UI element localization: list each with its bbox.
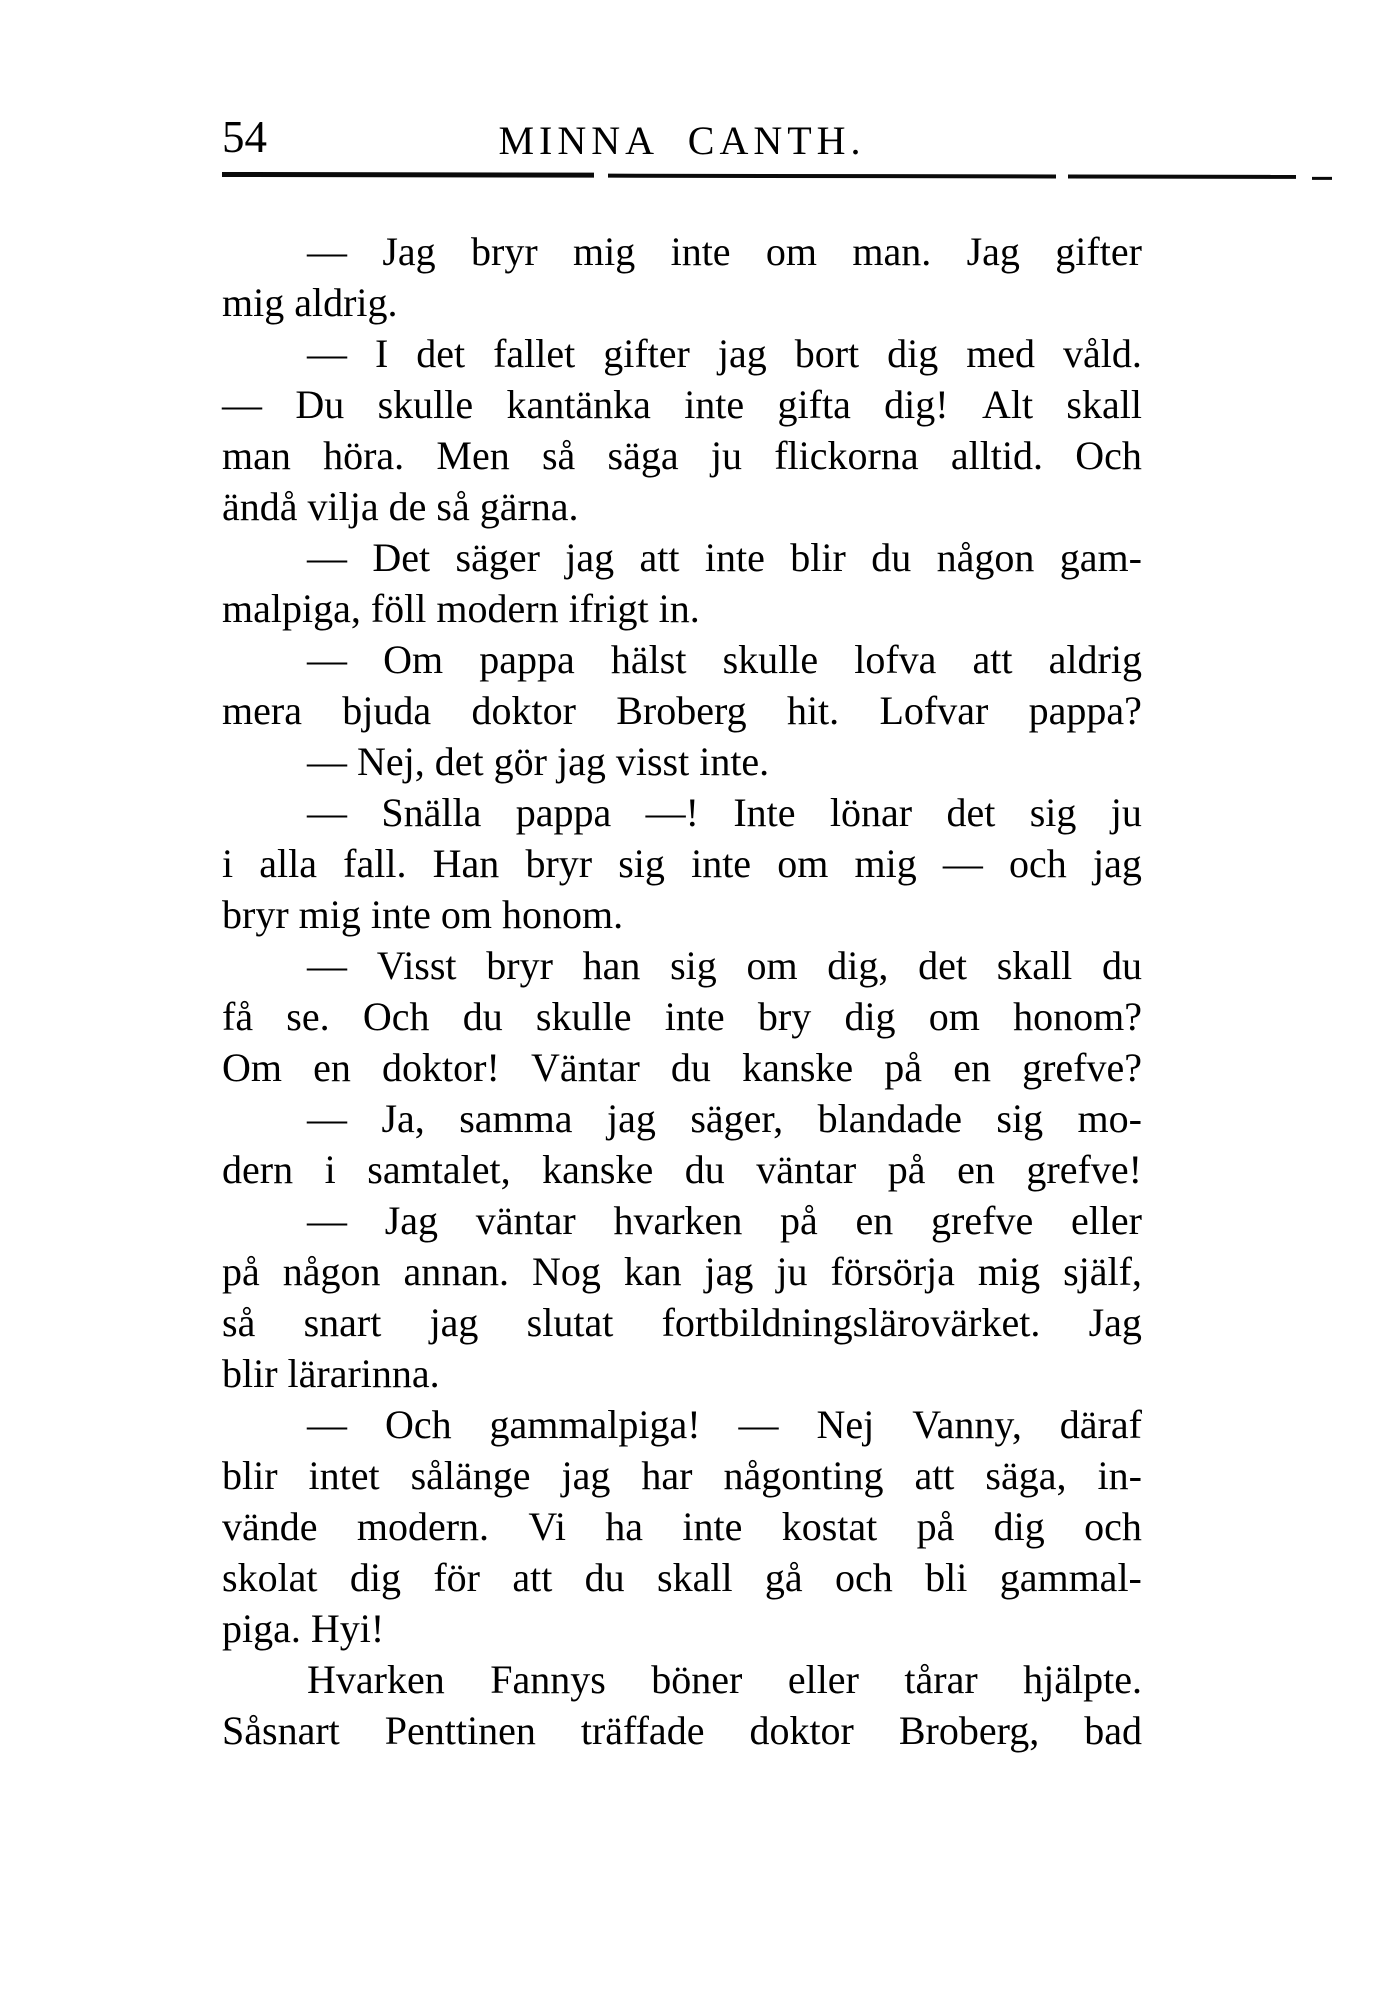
word: hit. (786, 688, 840, 733)
word: modern. (356, 1504, 490, 1549)
word: doktor! (382, 1045, 500, 1090)
word: en (957, 1147, 995, 1192)
word: hjälpte. (1023, 1657, 1142, 1702)
word: skulle (535, 994, 632, 1039)
word: ju (1110, 790, 1142, 835)
word: kanske (542, 1147, 654, 1192)
word: mera (222, 688, 302, 733)
word: de (388, 484, 427, 529)
word: skall (1066, 382, 1142, 427)
text-line (222, 736, 1142, 787)
word: en (313, 1045, 351, 1090)
word: föll (370, 586, 427, 631)
word: jag (429, 1300, 479, 1345)
word: inte (684, 382, 745, 427)
text-line (222, 277, 1142, 328)
word: gammalpiga! (489, 1402, 701, 1447)
word: Jag (1088, 1300, 1142, 1345)
text-line (222, 1042, 1142, 1093)
word: på (887, 1147, 926, 1192)
word: Lofvar (879, 688, 989, 733)
word: Vanny, (912, 1402, 1022, 1447)
word: väntar (756, 1147, 857, 1192)
word: Om (383, 637, 444, 682)
text-line (222, 1246, 1142, 1297)
word: jag (717, 331, 767, 376)
text-line (222, 1093, 1142, 1144)
text-line (222, 685, 1142, 736)
word: Nej (816, 1402, 875, 1447)
word: Hvarken (307, 1657, 445, 1702)
word: — (307, 229, 347, 274)
word: gifta (777, 382, 851, 427)
word: gå (764, 1555, 803, 1600)
word: skall (996, 943, 1073, 988)
word: dig (993, 1504, 1045, 1549)
word: Vi (528, 1504, 566, 1549)
word: Nog (531, 1249, 601, 1294)
word: jag (704, 1249, 754, 1294)
word: — (307, 739, 347, 784)
word: eller (1070, 1198, 1142, 1243)
word: fallet (493, 331, 576, 376)
text-line (222, 583, 1142, 634)
text-line (222, 1603, 1142, 1654)
word: Och (1075, 433, 1142, 478)
word: gifter (1055, 229, 1142, 274)
word: kanske (742, 1045, 854, 1090)
word: grefve (931, 1198, 1034, 1243)
word: inte (682, 1504, 743, 1549)
word: så (436, 484, 470, 529)
word: du (871, 535, 912, 580)
word: ändå (222, 484, 298, 529)
word: sig (618, 841, 665, 886)
word: och (835, 1555, 893, 1600)
word: säga (607, 433, 679, 478)
word: — (307, 1096, 347, 1141)
word: — (942, 841, 983, 886)
word: snart (303, 1300, 382, 1345)
word: gärna. (479, 484, 579, 529)
word: ha (605, 1504, 644, 1549)
word: Snälla (381, 790, 482, 835)
word: mig (977, 1249, 1041, 1294)
word: du (584, 1555, 625, 1600)
word: bry (757, 994, 812, 1039)
word: grefve? (1022, 1045, 1142, 1090)
word: bjuda (342, 688, 432, 733)
word: Jag (966, 229, 1020, 274)
word: blandade (817, 1096, 962, 1141)
text-line (222, 991, 1142, 1042)
word: kan (623, 1249, 682, 1294)
word: Broberg (616, 688, 747, 733)
word: bryr (222, 892, 289, 937)
word: på (780, 1198, 818, 1243)
word: ju (776, 1249, 808, 1294)
word: på (916, 1504, 955, 1549)
text-line (222, 430, 1142, 481)
word: mo- (1077, 1096, 1142, 1141)
word: att (914, 1453, 955, 1498)
word: att (639, 535, 680, 580)
word: lönar (829, 790, 913, 835)
word: har (641, 1453, 693, 1498)
running-title: MINNA CANTH. (498, 118, 866, 163)
header-rule (222, 172, 1332, 179)
page-number: 54 (222, 112, 267, 162)
word: Han (432, 841, 500, 886)
word: våld. (1063, 331, 1142, 376)
text-line (222, 1144, 1142, 1195)
text-line (222, 838, 1142, 889)
word: inte (691, 841, 752, 886)
word: på (884, 1045, 923, 1090)
text-line (222, 787, 1142, 838)
word: bli (925, 1555, 968, 1600)
word: skall (657, 1555, 733, 1600)
word: bryr (486, 943, 553, 988)
word: någon (282, 1249, 381, 1294)
word: det (946, 790, 996, 835)
word: aldrig. (294, 280, 398, 325)
word: Och (362, 994, 430, 1039)
word: — (307, 790, 347, 835)
word: Du (295, 382, 345, 427)
word: lärarinna. (287, 1351, 440, 1396)
word: vilja (307, 484, 379, 529)
word: Det (372, 535, 431, 580)
word: dig (844, 994, 896, 1039)
word: gör (493, 739, 547, 784)
word: mig (222, 280, 285, 325)
word: det (416, 331, 466, 376)
word: ju (710, 433, 742, 478)
word: om (440, 892, 492, 937)
word: någonting (723, 1453, 884, 1498)
text-line (222, 1552, 1142, 1603)
word: försörja (830, 1249, 955, 1294)
word: alla (259, 841, 318, 886)
word: och (1009, 841, 1067, 886)
word: en (855, 1198, 894, 1243)
text-line (222, 634, 1142, 685)
word: Fannys (490, 1657, 606, 1702)
text-line (222, 1195, 1142, 1246)
text-line (222, 1654, 1142, 1705)
word: samma (459, 1096, 573, 1141)
word: honom? (1013, 994, 1142, 1039)
text-line (222, 1450, 1142, 1501)
word: Nej, (357, 739, 425, 784)
word: hvarken (613, 1198, 743, 1243)
word: det (434, 739, 484, 784)
word: honom. (501, 892, 624, 937)
word: Inte (733, 790, 796, 835)
word: någon (936, 535, 1035, 580)
word: sig (670, 943, 717, 988)
word: säger, (690, 1096, 784, 1141)
word: sålänge (410, 1453, 531, 1498)
word: lofva (854, 637, 937, 682)
word: dern (222, 1147, 294, 1192)
word: du (684, 1147, 725, 1192)
rule-segment (222, 172, 594, 178)
word: dig, (827, 943, 889, 988)
word: skulle (377, 382, 474, 427)
word: Om (222, 1045, 282, 1090)
word: piga. (222, 1606, 301, 1651)
word: sig (996, 1096, 1044, 1141)
word: att (972, 637, 1013, 682)
word: doktor (471, 688, 576, 733)
word: tårar (904, 1657, 978, 1702)
word: grefve! (1026, 1147, 1142, 1192)
word: Och (384, 1402, 452, 1447)
word: Jag (382, 229, 436, 274)
word: I (374, 331, 389, 376)
word: du (462, 994, 503, 1039)
text-line (222, 1501, 1142, 1552)
word: på (222, 1249, 260, 1294)
word: ifrigt (568, 586, 649, 631)
word: om (746, 943, 798, 988)
word: Väntar (530, 1045, 640, 1090)
word: blir (222, 1453, 278, 1498)
page-header (222, 112, 1142, 165)
word: flickorna (774, 433, 919, 478)
word: träffade (580, 1708, 705, 1753)
word: in. (658, 586, 700, 631)
word: säger (455, 535, 540, 580)
word: jag (1092, 841, 1142, 886)
word: Penttinen (384, 1708, 536, 1753)
word: modern (436, 586, 559, 631)
text-line (222, 532, 1142, 583)
word: in- (1097, 1453, 1142, 1498)
word: samtalet, (367, 1147, 511, 1192)
word: man (222, 433, 291, 478)
text-line (222, 226, 1142, 277)
text-line (222, 481, 1142, 532)
word: intet (308, 1453, 380, 1498)
word: vände (222, 1504, 318, 1549)
word: doktor (749, 1708, 854, 1753)
word: gam- (1059, 535, 1142, 580)
word: Såsnart (222, 1708, 340, 1753)
word: jag (565, 535, 615, 580)
word: se. (286, 994, 330, 1039)
word: bryr (525, 841, 593, 886)
word: höra. (323, 433, 405, 478)
word: blir (222, 1351, 278, 1396)
word: —! (645, 790, 699, 835)
rule-segment (1068, 174, 1296, 178)
word: fortbildningslärovärket. (661, 1300, 1041, 1345)
word: kostat (781, 1504, 878, 1549)
word: bryr (471, 229, 538, 274)
word: du (670, 1045, 711, 1090)
word: — (307, 1402, 347, 1447)
word: i (324, 1147, 336, 1192)
text-line (222, 1297, 1142, 1348)
word: för (433, 1555, 480, 1600)
word: så (541, 433, 576, 478)
word: alltid. (950, 433, 1044, 478)
word: du (1101, 943, 1142, 988)
word: sig (1029, 790, 1077, 835)
word: annan. (403, 1249, 509, 1294)
word: — (222, 382, 262, 427)
word: dig! (884, 382, 949, 427)
text-line (222, 889, 1142, 940)
word: malpiga, (222, 586, 361, 631)
text-line (222, 1348, 1142, 1399)
text-line (222, 940, 1142, 991)
word: inte (704, 535, 765, 580)
word: jag (561, 1453, 611, 1498)
word: Visst (376, 943, 457, 988)
word: eller (787, 1657, 859, 1702)
word: blir (790, 535, 846, 580)
text-line (222, 379, 1142, 430)
word: visst (615, 739, 690, 784)
word: aldrig (1048, 637, 1142, 682)
word: slutat (526, 1300, 614, 1345)
word: och (1084, 1504, 1142, 1549)
word: om (928, 994, 980, 1039)
word: inte (670, 229, 731, 274)
word: inte (370, 892, 431, 937)
word: gammal- (999, 1555, 1142, 1600)
word: fall. (343, 841, 407, 886)
word: böner (651, 1657, 743, 1702)
text-line (222, 1705, 1142, 1756)
word: så (222, 1300, 256, 1345)
word: Hyi! (310, 1606, 385, 1651)
text-block (222, 226, 1142, 1756)
word: skulle (722, 637, 819, 682)
word: det (918, 943, 967, 988)
word: själf, (1063, 1249, 1142, 1294)
word: Ja, (381, 1096, 425, 1141)
word: bort (794, 331, 860, 376)
word: inte (664, 994, 725, 1039)
word: — (307, 535, 347, 580)
word: väntar (475, 1198, 576, 1243)
word: däraf (1059, 1402, 1142, 1447)
word: Broberg, (898, 1708, 1040, 1753)
rule-segment (608, 174, 1056, 179)
word: att (512, 1555, 553, 1600)
word: med (966, 331, 1036, 376)
word: pappa (479, 637, 575, 682)
word: — (307, 943, 347, 988)
word: i (222, 841, 234, 886)
word: kantänka (506, 382, 651, 427)
word: få (222, 994, 254, 1039)
word: mig (298, 892, 361, 937)
word: jag (607, 1096, 656, 1141)
word: mig (573, 229, 636, 274)
word: hälst (610, 637, 687, 682)
word: säga, (985, 1453, 1067, 1498)
word: om (765, 229, 818, 274)
word: om (777, 841, 829, 886)
word: — (307, 637, 347, 682)
word: man. (852, 229, 932, 274)
word: — (307, 331, 347, 376)
word: dig (887, 331, 939, 376)
word: gifter (603, 331, 690, 376)
rule-segment (1312, 177, 1332, 180)
word: bad (1084, 1708, 1142, 1753)
word: pappa (515, 790, 612, 835)
word: en (953, 1045, 991, 1090)
word: — (738, 1402, 779, 1447)
text-line (222, 1399, 1142, 1450)
word: Men (436, 433, 510, 478)
word: inte. (699, 739, 770, 784)
word: han (582, 943, 641, 988)
word: Alt (981, 382, 1034, 427)
word: pappa? (1028, 688, 1142, 733)
word: skolat (222, 1555, 318, 1600)
word: dig (349, 1555, 402, 1600)
word: mig (854, 841, 917, 886)
word: jag (556, 739, 606, 784)
text-line (222, 328, 1142, 379)
word: Jag (384, 1198, 439, 1243)
word: — (307, 1198, 347, 1243)
